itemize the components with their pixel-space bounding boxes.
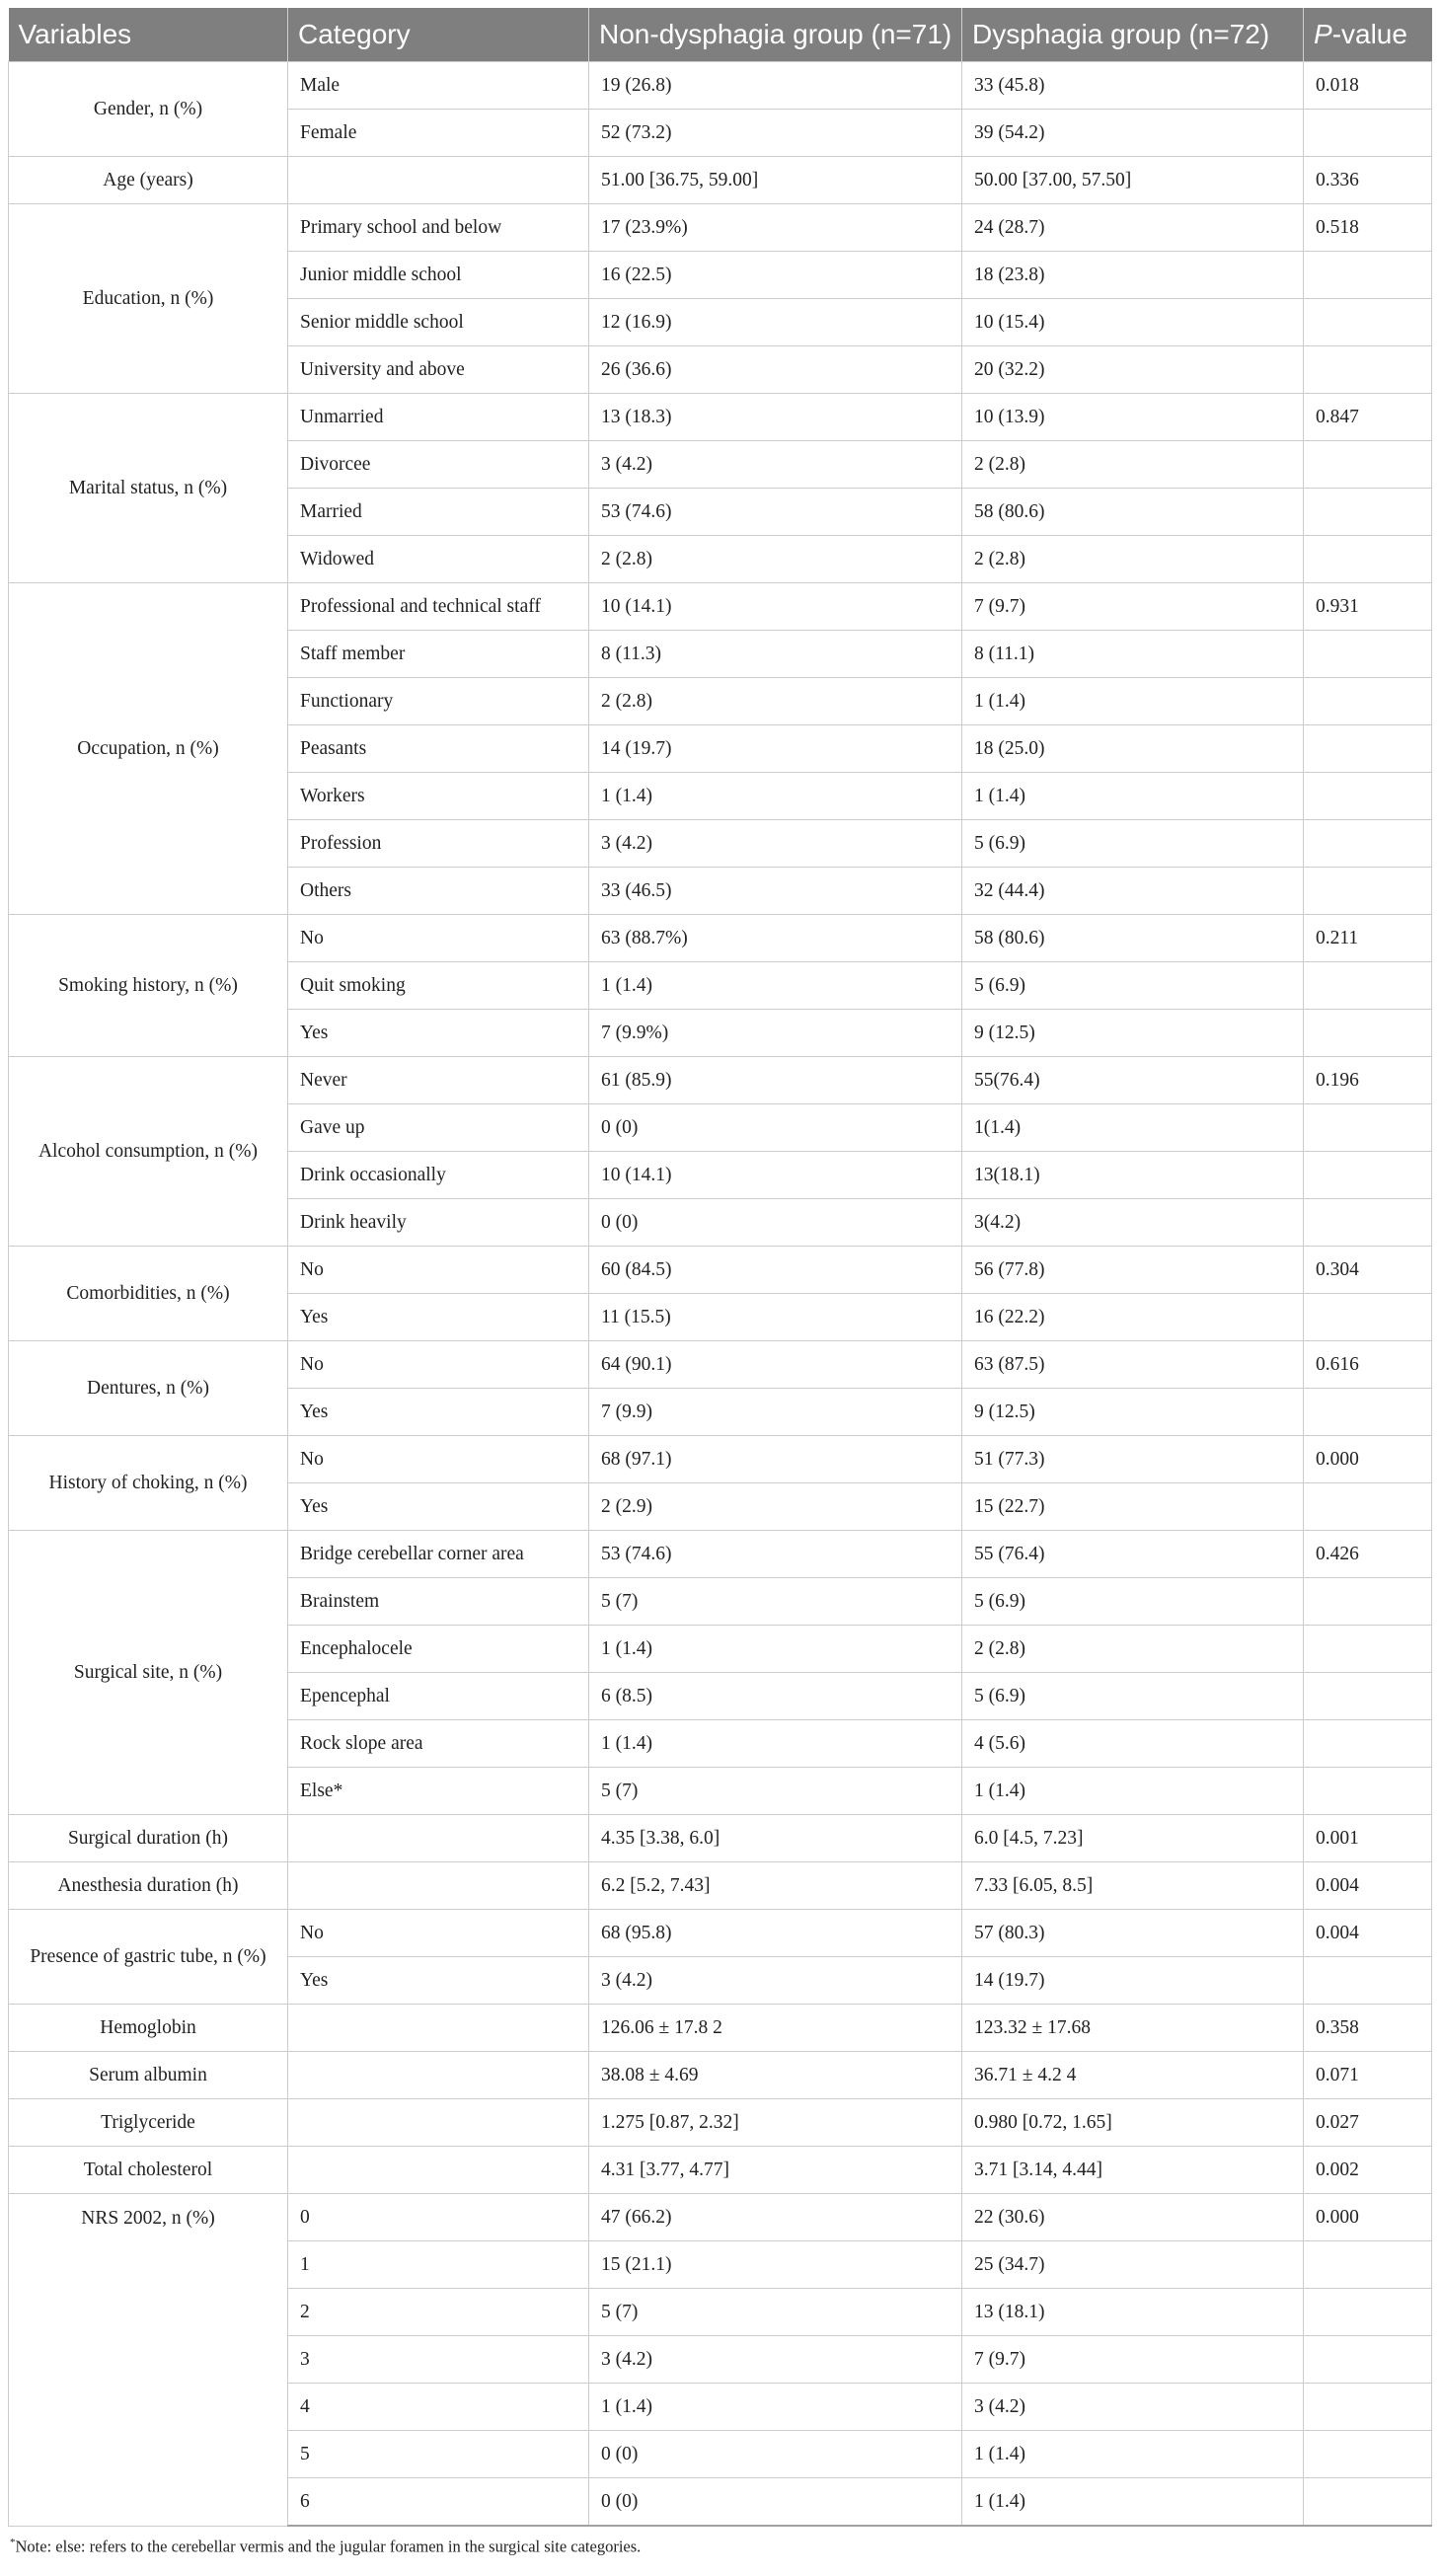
dysphagia-cell: 25 (34.7) [962, 2241, 1304, 2289]
table-body [9, 62, 1432, 2527]
variable-cell: Surgical site, n (%) [9, 1531, 288, 1815]
non-dysphagia-cell: 0 (0) [589, 2431, 962, 2478]
dysphagia-cell: 18 (25.0) [962, 725, 1304, 773]
dysphagia-cell: 13 (18.1) [962, 2289, 1304, 2336]
non-dysphagia-cell: 60 (84.5) [589, 1247, 962, 1294]
table-row [9, 62, 1432, 110]
table-row [9, 1862, 1432, 1910]
category-cell: Brainstem [288, 1578, 589, 1626]
non-dysphagia-cell: 0 (0) [589, 1199, 962, 1247]
p-value-cell: 0.004 [1304, 1910, 1432, 1957]
p-value-cell [1304, 1199, 1432, 1247]
footnote [8, 2537, 1431, 2557]
p-value-cell: 0.426 [1304, 1531, 1432, 1578]
dysphagia-cell: 3.71 [3.14, 4.44] [962, 2147, 1304, 2194]
category-cell: Never [288, 1057, 589, 1104]
p-italic: P [1314, 19, 1332, 49]
p-value-cell: 0.336 [1304, 157, 1432, 204]
category-cell: Divorcee [288, 441, 589, 489]
p-value-cell [1304, 1294, 1432, 1341]
p-value-cell [1304, 441, 1432, 489]
p-value-cell [1304, 1483, 1432, 1531]
table-row [9, 1057, 1432, 1104]
dysphagia-cell: 3(4.2) [962, 1199, 1304, 1247]
p-value-cell [1304, 2336, 1432, 2384]
dysphagia-cell: 8 (11.1) [962, 631, 1304, 678]
non-dysphagia-cell: 0 (0) [589, 1104, 962, 1152]
category-cell: 4 [288, 2384, 589, 2431]
dysphagia-cell: 7 (9.7) [962, 2336, 1304, 2384]
dysphagia-cell: 7.33 [6.05, 8.5] [962, 1862, 1304, 1910]
non-dysphagia-cell: 53 (74.6) [589, 1531, 962, 1578]
p-value-cell [1304, 1152, 1432, 1199]
non-dysphagia-cell: 1.275 [0.87, 2.32] [589, 2099, 962, 2147]
dysphagia-cell: 7 (9.7) [962, 583, 1304, 631]
non-dysphagia-cell: 1 (1.4) [589, 1626, 962, 1673]
category-cell [288, 2099, 589, 2147]
dysphagia-cell: 39 (54.2) [962, 110, 1304, 157]
non-dysphagia-cell: 8 (11.3) [589, 631, 962, 678]
category-cell: Drink occasionally [288, 1152, 589, 1199]
non-dysphagia-cell: 2 (2.8) [589, 678, 962, 725]
non-dysphagia-cell: 2 (2.8) [589, 536, 962, 583]
p-value-cell [1304, 2478, 1432, 2527]
p-value-cell [1304, 252, 1432, 299]
non-dysphagia-cell: 3 (4.2) [589, 441, 962, 489]
table-row [9, 1341, 1432, 1389]
category-cell: No [288, 1247, 589, 1294]
category-cell: Bridge cerebellar corner area [288, 1531, 589, 1578]
p-value-cell [1304, 2241, 1432, 2289]
p-value-cell [1304, 536, 1432, 583]
dysphagia-cell: 58 (80.6) [962, 489, 1304, 536]
category-cell: Quit smoking [288, 962, 589, 1010]
category-cell: University and above [288, 346, 589, 394]
p-value-cell [1304, 110, 1432, 157]
non-dysphagia-cell: 68 (95.8) [589, 1910, 962, 1957]
variable-cell: Gender, n (%) [9, 62, 288, 157]
dysphagia-cell: 9 (12.5) [962, 1389, 1304, 1436]
p-suffix: -value [1331, 19, 1407, 49]
p-value-cell: 0.071 [1304, 2052, 1432, 2099]
p-value-cell [1304, 1720, 1432, 1768]
category-cell: No [288, 915, 589, 962]
non-dysphagia-cell: 26 (36.6) [589, 346, 962, 394]
table-row [9, 204, 1432, 252]
category-cell: Gave up [288, 1104, 589, 1152]
non-dysphagia-cell: 6 (8.5) [589, 1673, 962, 1720]
category-cell: 5 [288, 2431, 589, 2478]
header-variables: Variables [9, 8, 288, 62]
p-value-cell: 0.931 [1304, 583, 1432, 631]
non-dysphagia-cell: 19 (26.8) [589, 62, 962, 110]
category-cell: Functionary [288, 678, 589, 725]
non-dysphagia-cell: 16 (22.5) [589, 252, 962, 299]
p-value-cell [1304, 1010, 1432, 1057]
footnote-text: Note: else: refers to the cerebellar vermis and the jugular foramen in the surgical site categories. [15, 2537, 642, 2556]
header-row [9, 8, 1432, 62]
dysphagia-cell: 32 (44.4) [962, 868, 1304, 915]
category-cell: 6 [288, 2478, 589, 2527]
category-cell [288, 157, 589, 204]
category-cell: Staff member [288, 631, 589, 678]
dysphagia-cell: 2 (2.8) [962, 1626, 1304, 1673]
category-cell: Epencephal [288, 1673, 589, 1720]
dysphagia-cell: 4 (5.6) [962, 1720, 1304, 1768]
p-value-cell [1304, 1957, 1432, 2005]
p-value-cell [1304, 773, 1432, 820]
category-cell [288, 1862, 589, 1910]
non-dysphagia-cell: 14 (19.7) [589, 725, 962, 773]
category-cell: Widowed [288, 536, 589, 583]
dysphagia-cell: 55 (76.4) [962, 1531, 1304, 1578]
category-cell [288, 2005, 589, 2052]
p-value-cell [1304, 299, 1432, 346]
p-value-cell [1304, 2384, 1432, 2431]
header-dysphagia: Dysphagia group (n=72) [962, 8, 1304, 62]
variable-cell: Age (years) [9, 157, 288, 204]
p-value-cell: 0.616 [1304, 1341, 1432, 1389]
non-dysphagia-cell: 1 (1.4) [589, 2384, 962, 2431]
non-dysphagia-cell: 13 (18.3) [589, 394, 962, 441]
dysphagia-cell: 0.980 [0.72, 1.65] [962, 2099, 1304, 2147]
non-dysphagia-cell: 6.2 [5.2, 7.43] [589, 1862, 962, 1910]
p-value-cell [1304, 1768, 1432, 1815]
non-dysphagia-cell: 7 (9.9%) [589, 1010, 962, 1057]
non-dysphagia-cell: 3 (4.2) [589, 820, 962, 868]
header-non-dysphagia: Non-dysphagia group (n=71) [589, 8, 962, 62]
p-value-cell [1304, 678, 1432, 725]
table-row [9, 2005, 1432, 2052]
dysphagia-cell: 24 (28.7) [962, 204, 1304, 252]
dysphagia-cell: 5 (6.9) [962, 962, 1304, 1010]
dysphagia-cell: 10 (13.9) [962, 394, 1304, 441]
non-dysphagia-cell: 5 (7) [589, 1578, 962, 1626]
category-cell: Senior middle school [288, 299, 589, 346]
table-row [9, 2099, 1432, 2147]
category-cell: 3 [288, 2336, 589, 2384]
non-dysphagia-cell: 33 (46.5) [589, 868, 962, 915]
non-dysphagia-cell: 47 (66.2) [589, 2194, 962, 2241]
p-value-cell [1304, 489, 1432, 536]
non-dysphagia-cell: 4.31 [3.77, 4.77] [589, 2147, 962, 2194]
category-cell: Primary school and below [288, 204, 589, 252]
p-value-cell [1304, 1104, 1432, 1152]
category-cell [288, 2052, 589, 2099]
category-cell: Yes [288, 1483, 589, 1531]
variable-cell: Presence of gastric tube, n (%) [9, 1910, 288, 2005]
non-dysphagia-cell: 15 (21.1) [589, 2241, 962, 2289]
variable-cell: History of choking, n (%) [9, 1436, 288, 1531]
non-dysphagia-cell: 10 (14.1) [589, 1152, 962, 1199]
p-value-cell: 0.196 [1304, 1057, 1432, 1104]
p-value-cell: 0.002 [1304, 2147, 1432, 2194]
non-dysphagia-cell: 10 (14.1) [589, 583, 962, 631]
variable-cell: Triglyceride [9, 2099, 288, 2147]
p-value-cell: 0.211 [1304, 915, 1432, 962]
variable-cell: NRS 2002, n (%) [9, 2194, 288, 2527]
category-cell: No [288, 1436, 589, 1483]
non-dysphagia-cell: 63 (88.7%) [589, 915, 962, 962]
variable-cell: Dentures, n (%) [9, 1341, 288, 1436]
p-value-cell: 0.018 [1304, 62, 1432, 110]
non-dysphagia-cell: 52 (73.2) [589, 110, 962, 157]
non-dysphagia-cell: 38.08 ± 4.69 [589, 2052, 962, 2099]
variable-cell: Smoking history, n (%) [9, 915, 288, 1057]
dysphagia-cell: 1 (1.4) [962, 2431, 1304, 2478]
characteristics-table [8, 8, 1432, 2527]
dysphagia-cell: 33 (45.8) [962, 62, 1304, 110]
dysphagia-cell: 9 (12.5) [962, 1010, 1304, 1057]
variable-cell: Alcohol consumption, n (%) [9, 1057, 288, 1247]
non-dysphagia-cell: 2 (2.9) [589, 1483, 962, 1531]
category-cell [288, 1815, 589, 1862]
dysphagia-cell: 1 (1.4) [962, 1768, 1304, 1815]
table-row [9, 583, 1432, 631]
dysphagia-cell: 20 (32.2) [962, 346, 1304, 394]
non-dysphagia-cell: 68 (97.1) [589, 1436, 962, 1483]
p-value-cell [1304, 820, 1432, 868]
non-dysphagia-cell: 12 (16.9) [589, 299, 962, 346]
non-dysphagia-cell: 126.06 ± 17.8 2 [589, 2005, 962, 2052]
category-cell: Else* [288, 1768, 589, 1815]
table-row [9, 1247, 1432, 1294]
variable-cell: Occupation, n (%) [9, 583, 288, 915]
dysphagia-cell: 50.00 [37.00, 57.50] [962, 157, 1304, 204]
category-cell: Encephalocele [288, 1626, 589, 1673]
dysphagia-cell: 14 (19.7) [962, 1957, 1304, 2005]
dysphagia-cell: 22 (30.6) [962, 2194, 1304, 2241]
table-row [9, 2052, 1432, 2099]
category-cell: Drink heavily [288, 1199, 589, 1247]
p-value-cell: 0.847 [1304, 394, 1432, 441]
p-value-cell [1304, 725, 1432, 773]
category-cell: Male [288, 62, 589, 110]
dysphagia-cell: 57 (80.3) [962, 1910, 1304, 1957]
category-cell: Profession [288, 820, 589, 868]
non-dysphagia-cell: 1 (1.4) [589, 1720, 962, 1768]
category-cell: No [288, 1910, 589, 1957]
category-cell: Others [288, 868, 589, 915]
p-value-cell [1304, 1578, 1432, 1626]
header-p-value [1304, 8, 1432, 62]
non-dysphagia-cell: 53 (74.6) [589, 489, 962, 536]
non-dysphagia-cell: 0 (0) [589, 2478, 962, 2527]
p-value-cell [1304, 962, 1432, 1010]
dysphagia-cell: 51 (77.3) [962, 1436, 1304, 1483]
non-dysphagia-cell: 4.35 [3.38, 6.0] [589, 1815, 962, 1862]
non-dysphagia-cell: 3 (4.2) [589, 1957, 962, 2005]
p-value-cell: 0.304 [1304, 1247, 1432, 1294]
variable-cell: Anesthesia duration (h) [9, 1862, 288, 1910]
dysphagia-cell: 55(76.4) [962, 1057, 1304, 1104]
table-row [9, 394, 1432, 441]
non-dysphagia-cell: 17 (23.9%) [589, 204, 962, 252]
table-container [8, 8, 1431, 2557]
table-row [9, 157, 1432, 204]
p-value-cell: 0.027 [1304, 2099, 1432, 2147]
p-value-cell [1304, 1389, 1432, 1436]
category-cell: Yes [288, 1957, 589, 2005]
p-value-cell [1304, 2289, 1432, 2336]
dysphagia-cell: 58 (80.6) [962, 915, 1304, 962]
header-category: Category [288, 8, 589, 62]
dysphagia-cell: 5 (6.9) [962, 1673, 1304, 1720]
category-cell: Yes [288, 1294, 589, 1341]
dysphagia-cell: 36.71 ± 4.2 4 [962, 2052, 1304, 2099]
p-value-cell [1304, 631, 1432, 678]
table-row [9, 1531, 1432, 1578]
category-cell: Married [288, 489, 589, 536]
non-dysphagia-cell: 1 (1.4) [589, 962, 962, 1010]
dysphagia-cell: 16 (22.2) [962, 1294, 1304, 1341]
non-dysphagia-cell: 61 (85.9) [589, 1057, 962, 1104]
category-cell: 1 [288, 2241, 589, 2289]
dysphagia-cell: 2 (2.8) [962, 441, 1304, 489]
dysphagia-cell: 15 (22.7) [962, 1483, 1304, 1531]
variable-cell: Surgical duration (h) [9, 1815, 288, 1862]
p-value-cell: 0.000 [1304, 1436, 1432, 1483]
dysphagia-cell: 1 (1.4) [962, 773, 1304, 820]
variable-cell: Education, n (%) [9, 204, 288, 394]
non-dysphagia-cell: 3 (4.2) [589, 2336, 962, 2384]
dysphagia-cell: 18 (23.8) [962, 252, 1304, 299]
category-cell: Junior middle school [288, 252, 589, 299]
dysphagia-cell: 63 (87.5) [962, 1341, 1304, 1389]
category-cell: Workers [288, 773, 589, 820]
p-value-cell [1304, 1626, 1432, 1673]
non-dysphagia-cell: 11 (15.5) [589, 1294, 962, 1341]
category-cell: No [288, 1341, 589, 1389]
non-dysphagia-cell: 64 (90.1) [589, 1341, 962, 1389]
variable-cell: Marital status, n (%) [9, 394, 288, 583]
footnote-marker: * [10, 2537, 16, 2548]
non-dysphagia-cell: 1 (1.4) [589, 773, 962, 820]
table-row [9, 2147, 1432, 2194]
category-cell: Professional and technical staff [288, 583, 589, 631]
dysphagia-cell: 5 (6.9) [962, 820, 1304, 868]
category-cell: 2 [288, 2289, 589, 2336]
category-cell: Female [288, 110, 589, 157]
p-value-cell [1304, 346, 1432, 394]
p-value-cell: 0.518 [1304, 204, 1432, 252]
table-row [9, 1436, 1432, 1483]
dysphagia-cell: 1 (1.4) [962, 678, 1304, 725]
p-value-cell: 0.358 [1304, 2005, 1432, 2052]
non-dysphagia-cell: 7 (9.9) [589, 1389, 962, 1436]
variable-cell: Total cholesterol [9, 2147, 288, 2194]
p-value-cell: 0.004 [1304, 1862, 1432, 1910]
table-row [9, 2194, 1432, 2241]
variable-cell: Comorbidities, n (%) [9, 1247, 288, 1341]
dysphagia-cell: 3 (4.2) [962, 2384, 1304, 2431]
dysphagia-cell: 1 (1.4) [962, 2478, 1304, 2527]
p-value-cell [1304, 2431, 1432, 2478]
variable-cell: Serum albumin [9, 2052, 288, 2099]
non-dysphagia-cell: 5 (7) [589, 1768, 962, 1815]
dysphagia-cell: 1(1.4) [962, 1104, 1304, 1152]
category-cell: Rock slope area [288, 1720, 589, 1768]
dysphagia-cell: 10 (15.4) [962, 299, 1304, 346]
p-value-cell [1304, 868, 1432, 915]
category-cell: Yes [288, 1389, 589, 1436]
category-cell: 0 [288, 2194, 589, 2241]
dysphagia-cell: 13(18.1) [962, 1152, 1304, 1199]
non-dysphagia-cell: 5 (7) [589, 2289, 962, 2336]
non-dysphagia-cell: 51.00 [36.75, 59.00] [589, 157, 962, 204]
dysphagia-cell: 123.32 ± 17.68 [962, 2005, 1304, 2052]
table-row [9, 915, 1432, 962]
dysphagia-cell: 56 (77.8) [962, 1247, 1304, 1294]
table-row [9, 1910, 1432, 1957]
dysphagia-cell: 2 (2.8) [962, 536, 1304, 583]
table-row [9, 1815, 1432, 1862]
variable-cell: Hemoglobin [9, 2005, 288, 2052]
p-value-cell: 0.000 [1304, 2194, 1432, 2241]
category-cell [288, 2147, 589, 2194]
category-cell: Yes [288, 1010, 589, 1057]
p-value-cell: 0.001 [1304, 1815, 1432, 1862]
dysphagia-cell: 5 (6.9) [962, 1578, 1304, 1626]
p-value-cell [1304, 1673, 1432, 1720]
category-cell: Unmarried [288, 394, 589, 441]
category-cell: Peasants [288, 725, 589, 773]
dysphagia-cell: 6.0 [4.5, 7.23] [962, 1815, 1304, 1862]
